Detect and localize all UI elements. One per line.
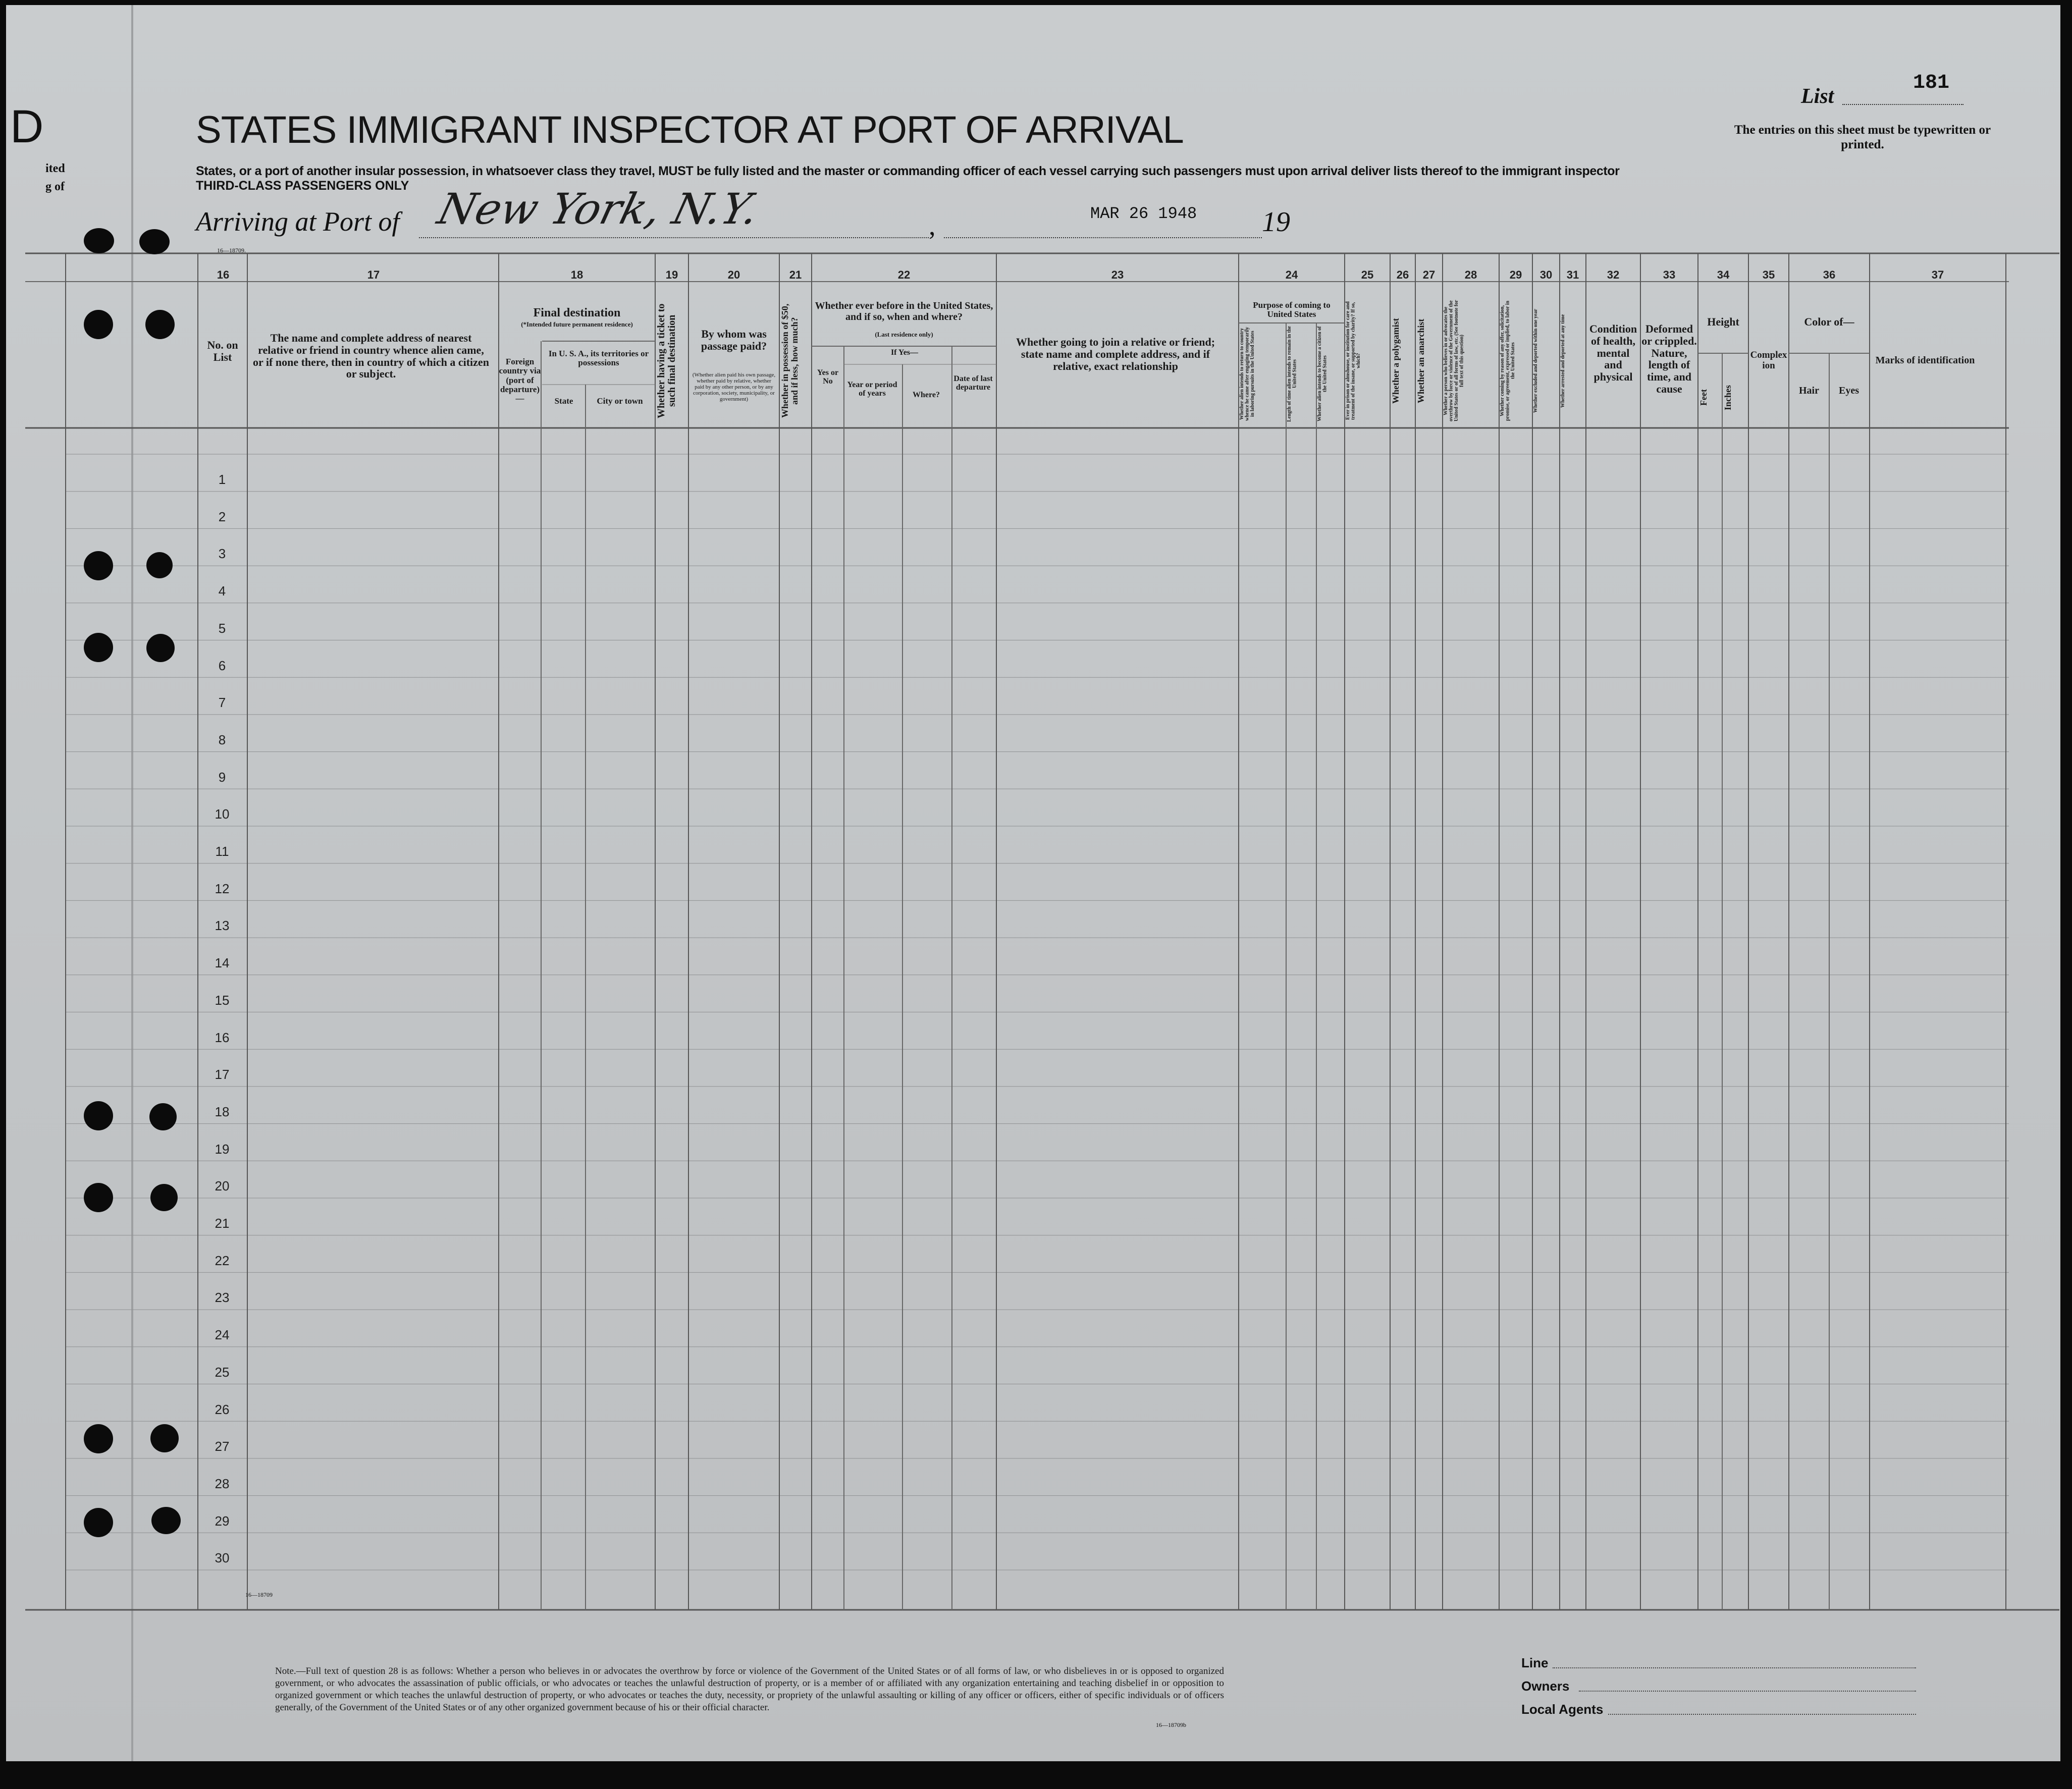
punch-hole	[150, 1424, 179, 1452]
punch-hole	[84, 228, 114, 253]
col-number-19: 19	[665, 268, 678, 281]
col32-header: Condition of health, mental and physical	[1589, 322, 1637, 383]
year-prefix: 19	[1262, 206, 1290, 238]
col-number-28: 28	[1464, 268, 1477, 281]
row-number: 11	[215, 844, 229, 859]
col22-date: Date of last departure	[953, 374, 993, 392]
col18-usa: In U. S. A., its territories or possessions	[548, 349, 649, 368]
row-number: 28	[215, 1476, 230, 1491]
col-number-20: 20	[727, 268, 740, 281]
instructions-text: States, or a port of another insular possession, in whatsoever class they travel, MUST be fully listed and the master or commanding officer of each vessel carrying such passengers must upon arrival deliver lists thereof to the immigrant inspector	[196, 164, 1620, 178]
row-number: 20	[215, 1178, 230, 1194]
row-number: 2	[218, 509, 226, 524]
col24-return: Whether alien intends to return to country whence he came after engaging temporarily in laboring pursuits in the United States	[1239, 327, 1255, 421]
col-number-34: 34	[1717, 268, 1730, 281]
col22-where: Where?	[913, 391, 940, 399]
footer-line-label: Line	[1521, 1655, 1549, 1670]
col-number-17: 17	[367, 268, 380, 281]
col29-header: Whether coming by reason of any offer, solicitation, promise, or agreement, expressed or implied, to labor in the United States	[1500, 300, 1516, 421]
col22-title: Whether ever before in the United States, and if so, when and where?	[815, 300, 993, 322]
col17-header: The name and complete address of nearest relative or friend in country whence alien came, or if none there, then in country of which a citizen or subject.	[253, 332, 489, 381]
punch-hole	[84, 1508, 113, 1537]
row-number: 30	[215, 1550, 230, 1566]
col31-header: Whether arrested and deported at any time	[1560, 314, 1566, 408]
footer-owners-label: Owners	[1521, 1678, 1570, 1694]
row-number: 16	[215, 1029, 230, 1045]
row-number: 29	[215, 1513, 230, 1529]
row-number: 24	[215, 1327, 230, 1343]
page-title: STATES IMMIGRANT INSPECTOR AT PORT OF ARRIVAL	[196, 109, 1184, 151]
col22-ifyes: If Yes—	[890, 348, 919, 357]
col-number-37: 37	[1931, 268, 1944, 281]
row-number: 18	[215, 1104, 230, 1119]
col-number-16: 16	[217, 268, 230, 281]
col20-title: By whom was passage paid?	[701, 328, 767, 352]
col-number-29: 29	[1509, 268, 1522, 281]
col-number-24: 24	[1285, 268, 1298, 281]
col-number-21: 21	[789, 268, 802, 281]
row-number: 10	[215, 806, 230, 822]
col18-foreign: Foreign country via (port of departure)—	[499, 357, 541, 404]
punch-hole	[150, 1184, 178, 1211]
col-number-35: 35	[1762, 268, 1775, 281]
col22-note: (Last residence only)	[875, 331, 933, 338]
col-number-22: 22	[897, 268, 911, 281]
col-number-27: 27	[1422, 268, 1436, 281]
date-stamp: MAR 26 1948	[1090, 204, 1197, 223]
col34-inches: Inches	[1723, 385, 1733, 411]
punch-hole	[84, 310, 113, 339]
col-number-30: 30	[1539, 268, 1553, 281]
punch-hole	[84, 1101, 113, 1130]
col28-header: Whether a person who believes in or advocates the overthrow by force or violence of the Government of the United States or of all forms of law, etc. (See footnote for full text of this question)	[1443, 300, 1465, 422]
punch-hole	[84, 1424, 113, 1453]
form-number-bottom: 16—18709	[245, 1591, 273, 1598]
row-number: 1	[218, 472, 226, 487]
col26-header: Whether a polygamist	[1391, 318, 1401, 404]
col-number-36: 36	[1823, 268, 1836, 281]
col23-header: Whether going to join a relative or friend; state name and complete address, and if relative, exact relationship	[1016, 336, 1215, 372]
passenger-class: THIRD-CLASS PASSENGERS ONLY	[196, 179, 409, 193]
col-number-23: 23	[1111, 268, 1124, 281]
col25-header: Ever in prison or almshouse, or institution for care and treatment of the insane, or supported by charity? If so, which?	[1345, 301, 1361, 420]
col18-state: State	[554, 396, 573, 406]
punch-hole	[84, 551, 113, 580]
row-number: 26	[215, 1401, 230, 1417]
list-number: 181	[1913, 72, 1950, 94]
punch-hole	[139, 229, 170, 254]
col36-title: Color of—	[1804, 315, 1854, 328]
col22-yesno: Yes or No	[817, 368, 839, 386]
row-number: 23	[215, 1290, 230, 1306]
row-number: 22	[215, 1253, 230, 1268]
col37-header: Marks of identification	[1875, 355, 1975, 366]
punch-hole	[149, 1103, 177, 1130]
footer-agents-label: Local Agents	[1521, 1702, 1604, 1717]
col30-header: Whether excluded and deported within one year	[1533, 309, 1538, 413]
col21-header: Whether in possession of $50, and if less, how much?	[780, 303, 800, 418]
col19-header: Whether having a ticket to such final destination	[656, 303, 677, 418]
col36-eyes: Eyes	[1839, 385, 1859, 396]
col36-hair: Hair	[1799, 385, 1819, 396]
row-number: 6	[218, 658, 226, 673]
punch-hole	[146, 552, 173, 578]
row-number: 13	[215, 918, 230, 934]
col20-note: (Whether alien paid his own passage, whether paid by relative, whether paid by any other person, or by any corporation, society, municipality, or government)	[692, 372, 776, 402]
port-comma: ,	[929, 210, 936, 241]
punch-hole	[84, 1183, 113, 1212]
col27-header: Whether an anarchist	[1416, 318, 1426, 403]
left-fragment-line-2: g of	[45, 180, 65, 193]
col-number-18: 18	[570, 268, 583, 281]
col35-header: Complexion	[1750, 350, 1787, 371]
row-number: 3	[218, 546, 226, 562]
port-label: Arriving at Port of	[196, 206, 400, 237]
col16-header: No. on List	[207, 339, 238, 363]
punch-hole	[151, 1507, 181, 1534]
row-number: 27	[215, 1439, 230, 1454]
col24-length: Length of time alien intends to remain in the United States	[1287, 326, 1298, 422]
col-number-26: 26	[1396, 268, 1409, 281]
row-number: 5	[218, 620, 226, 636]
col-number-25: 25	[1361, 268, 1374, 281]
footnote-code: 16—18709b	[1156, 1721, 1186, 1728]
row-number: 12	[215, 881, 230, 896]
row-number: 21	[215, 1216, 230, 1231]
col18-note: (*Intended future permanent residence)	[521, 320, 633, 328]
col24-title: Purpose of coming to United States	[1253, 300, 1331, 319]
row-number: 15	[215, 992, 230, 1008]
footer-line-field	[1553, 1666, 1916, 1668]
footer-agents-field	[1608, 1713, 1916, 1715]
row-number: 4	[218, 583, 226, 599]
row-number: 19	[215, 1141, 230, 1157]
col34-title: Height	[1707, 315, 1739, 328]
punch-hole	[145, 310, 175, 339]
col22-year: Year or period of years	[847, 381, 897, 398]
row-number: 25	[215, 1364, 230, 1380]
col-number-33: 33	[1663, 268, 1676, 281]
row-number: 9	[218, 769, 226, 785]
punch-hole	[146, 634, 175, 662]
col34-feet: Feet	[1698, 389, 1709, 406]
row-number: 17	[215, 1067, 230, 1082]
left-fragment-line-1: ited	[45, 162, 65, 175]
row-number: 7	[218, 695, 226, 711]
form-number-top: 16—18709.	[217, 247, 246, 254]
typewritten-note: The entries on this sheet must be typewritten or printed.	[1734, 123, 1991, 151]
row-number: 8	[218, 732, 226, 747]
col24-citizen: Whether alien intends to become a citizen of the United States	[1317, 326, 1328, 422]
left-fragment-letter: D	[10, 101, 44, 152]
col33-header: Deformed or crippled. Nature, length of time, and cause	[1641, 322, 1697, 395]
footer-owners-field	[1579, 1690, 1916, 1692]
row-number: 14	[215, 955, 230, 971]
col-number-31: 31	[1566, 268, 1579, 281]
punch-hole	[84, 633, 113, 662]
col-number-32: 32	[1607, 268, 1620, 281]
port-value: New York, N.Y.	[433, 184, 764, 234]
col18-title: Final destination	[533, 306, 621, 319]
list-label: List	[1801, 85, 1834, 108]
footnote: Note.—Full text of question 28 is as follows: Whether a person who believes in or advocates the overthrow by force or violence of the Government of the United States or of all forms of law, or who disbelieves in or is opposed to organized government, or who advocates the assassination of public officials, or who advocates or teaches the unlawful destruction of property, or is a member of or affiliated with any organization entertaining and teaching disbelief in or opposition to organized government or which teaches the unlawful destruction of property, or who advocates or teaches the duty, necessity, or propriety of the unlawful assaulting or killing of any officer or officers, either of specific individuals or of officers generally, of the Government of the United States or of any other organized government because of his or their official character.	[275, 1666, 1224, 1713]
col18-city: City or town	[597, 396, 643, 406]
